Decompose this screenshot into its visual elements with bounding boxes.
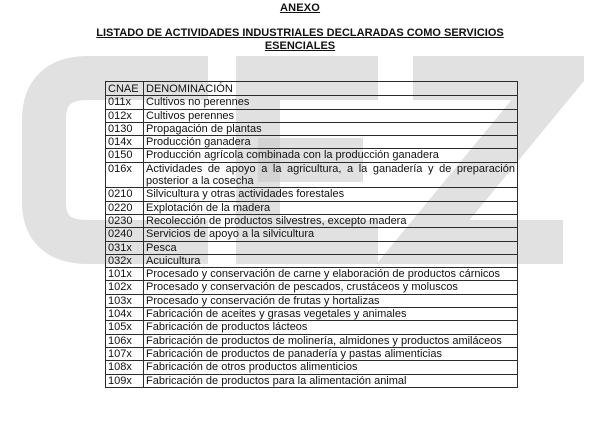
cnae-code: 103x	[106, 294, 144, 307]
table-row	[106, 321, 518, 334]
cnae-code: 0130	[106, 122, 144, 135]
table-row	[106, 294, 518, 307]
activity-name: Servicios de apoyo a la silvicultura	[144, 228, 518, 241]
activity-name: Fabricación de productos de molinería, almidones y productos amiláceos	[144, 334, 518, 347]
table-row	[106, 268, 518, 281]
cnae-code: 0230	[106, 214, 144, 227]
activity-name: Cultivos perennes	[144, 109, 518, 122]
activity-name: Recolección de productos silvestres, excepto madera	[144, 214, 518, 227]
activity-name: Procesado y conservación de pescados, crustáceos y moluscos	[144, 281, 518, 294]
annex-heading: ANEXO	[279, 2, 321, 14]
activity-name: Propagación de plantas	[144, 122, 518, 135]
cnae-code: 032x	[106, 254, 144, 267]
cnae-code: 105x	[106, 321, 144, 334]
table-row	[106, 281, 518, 294]
cnae-code: 108x	[106, 361, 144, 374]
activity-name: Producción agrícola combinada con la producción ganadera	[144, 149, 518, 162]
cnae-code: 0240	[106, 228, 144, 241]
cnae-code: 107x	[106, 347, 144, 360]
table-row	[106, 201, 518, 214]
cnae-activities-table	[105, 81, 518, 388]
table-row	[106, 109, 518, 122]
table-row	[106, 122, 518, 135]
table-row	[106, 334, 518, 347]
table-row	[106, 254, 518, 267]
cnae-code: 0220	[106, 201, 144, 214]
activity-name: Fabricación de productos para la alimentación animal	[144, 374, 518, 387]
table-row	[106, 308, 518, 321]
cnae-code: 102x	[106, 281, 144, 294]
activity-name: Fabricación de productos lácteos	[144, 321, 518, 334]
cnae-code: 109x	[106, 374, 144, 387]
column-header-denominacion: DENOMINACIÓN	[144, 82, 518, 96]
table-row	[106, 374, 518, 387]
activity-name: Procesado y conservación de carne y elaboración de productos cárnicos	[144, 268, 518, 281]
cnae-code: 106x	[106, 334, 144, 347]
table-row	[106, 228, 518, 241]
activity-name: Fabricación de aceites y grasas vegetales y animales	[144, 308, 518, 321]
table-row	[106, 347, 518, 360]
cnae-code: 0150	[106, 149, 144, 162]
table-row	[106, 96, 518, 109]
activity-name: Cultivos no perennes	[144, 96, 518, 109]
activity-name: Pesca	[144, 241, 518, 254]
cnae-code: 011x	[106, 96, 144, 109]
cnae-code: 016x	[106, 162, 144, 188]
table-row	[106, 361, 518, 374]
cnae-code: 014x	[106, 136, 144, 149]
table-header-row	[106, 82, 518, 96]
table-row	[106, 162, 518, 188]
activity-name: Procesado y conservación de frutas y hortalizas	[144, 294, 518, 307]
activity-name: Fabricación de productos de panadería y pastas alimenticias	[144, 347, 518, 360]
activity-name: Silvicultura y otras actividades forestales	[144, 188, 518, 201]
table-row	[106, 214, 518, 227]
cnae-code: 031x	[106, 241, 144, 254]
table-row	[106, 136, 518, 149]
activity-name: Explotación de la madera	[144, 201, 518, 214]
activity-name: Acuicultura	[144, 254, 518, 267]
cnae-code: 0210	[106, 188, 144, 201]
cnae-code: 012x	[106, 109, 144, 122]
document-title: LISTADO DE ACTIVIDADES INDUSTRIALES DECLARADAS COMO SERVICIOS ESENCIALES	[96, 27, 504, 52]
cnae-code: 104x	[106, 308, 144, 321]
column-header-cnae: CNAE	[106, 82, 144, 96]
cnae-code: 101x	[106, 268, 144, 281]
table-row	[106, 149, 518, 162]
table-row	[106, 188, 518, 201]
activity-name: Actividades de apoyo a la agricultura, a la ganadería y de preparación posterior a la cosecha	[144, 162, 518, 188]
activity-name: Fabricación de otros productos alimenticios	[144, 361, 518, 374]
table-row	[106, 241, 518, 254]
activity-name: Producción ganadera	[144, 136, 518, 149]
